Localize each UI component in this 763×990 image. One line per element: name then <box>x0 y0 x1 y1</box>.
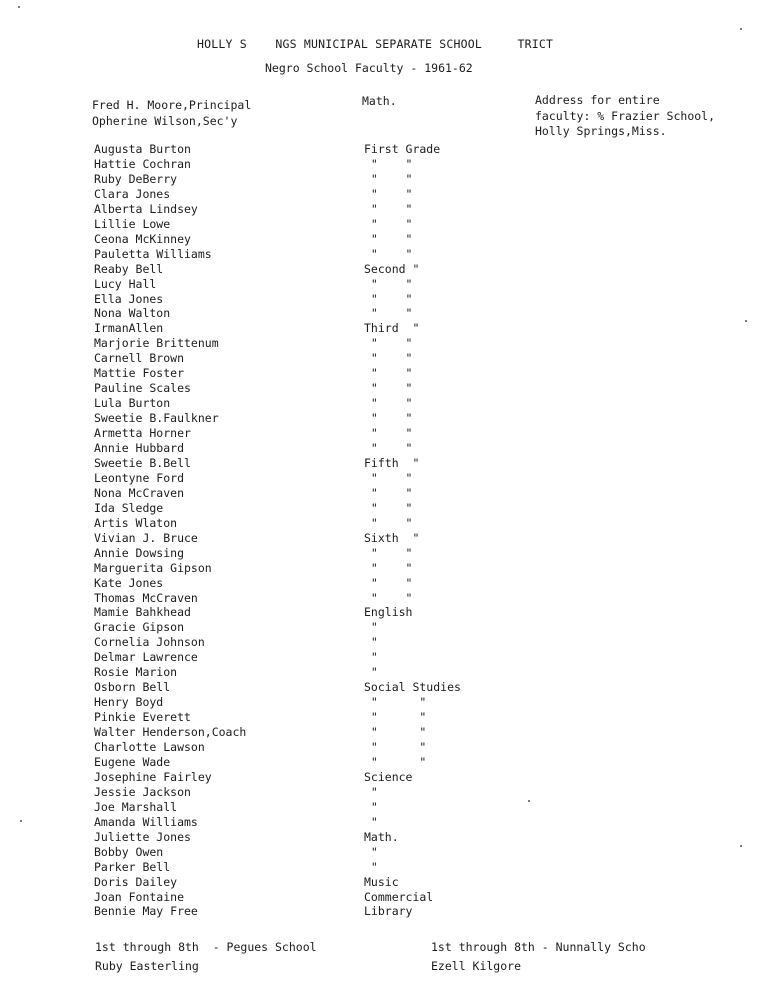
faculty-assignment: " " <box>364 186 413 201</box>
faculty-row <box>0 172 763 187</box>
faculty-name: Joan Fontaine <box>94 889 185 904</box>
faculty-name: Reaby Bell <box>94 261 164 276</box>
faculty-row <box>0 157 763 172</box>
faculty-assignment: " " <box>364 381 413 396</box>
faculty-row <box>0 785 763 800</box>
faculty-assignment: " " <box>364 500 413 515</box>
faculty-assignment: " " <box>364 201 413 216</box>
faculty-assignment: " " <box>364 291 413 306</box>
faculty-name: Hattie Cochran <box>94 156 191 171</box>
faculty-assignment: " " <box>364 306 413 321</box>
faculty-row <box>0 232 763 247</box>
administration-block <box>92 97 251 129</box>
faculty-row <box>0 755 763 770</box>
faculty-assignment: " " <box>364 575 413 590</box>
faculty-assignment: " <box>364 665 378 680</box>
faculty-row <box>0 890 763 905</box>
faculty-row <box>0 830 763 845</box>
faculty-row <box>0 770 763 785</box>
faculty-row <box>0 800 763 815</box>
faculty-row <box>0 710 763 725</box>
faculty-row <box>0 292 763 307</box>
faculty-row <box>0 576 763 591</box>
faculty-row <box>0 262 763 277</box>
faculty-row <box>0 366 763 381</box>
faculty-assignment: Science <box>364 769 413 784</box>
faculty-row <box>0 740 763 755</box>
faculty-assignment: Library <box>364 904 413 919</box>
faculty-name: Mattie Foster <box>94 366 185 381</box>
faculty-assignment: " " <box>364 276 413 291</box>
faculty-name: Ida Sledge <box>94 500 164 515</box>
faculty-name: Lillie Lowe <box>94 216 171 231</box>
faculty-row <box>0 351 763 366</box>
faculty-row <box>0 860 763 875</box>
faculty-row <box>0 650 763 665</box>
faculty-name: Sweetie B.Faulkner <box>94 411 219 426</box>
faculty-name: Lula Burton <box>94 396 171 411</box>
faculty-assignment: " <box>364 635 378 650</box>
footer-nunnally-school: 1st through 8th - Nunnally Scho <box>431 940 646 954</box>
faculty-name: Joe Marshall <box>94 799 178 814</box>
footer-pegues <box>95 938 317 976</box>
faculty-row <box>0 187 763 202</box>
faculty-row <box>0 306 763 321</box>
faculty-assignment: Math. <box>364 829 399 844</box>
faculty-name: IrmanAllen <box>94 321 164 336</box>
secretary-line: Opherine Wilson,Sec'y <box>92 114 238 128</box>
faculty-assignment: " " <box>364 710 427 725</box>
faculty-row <box>0 591 763 606</box>
faculty-name: Artis Wlaton <box>94 515 178 530</box>
faculty-assignment: " " <box>364 560 413 575</box>
faculty-name: Charlotte Lawson <box>94 740 205 754</box>
faculty-assignment: " " <box>364 366 413 381</box>
faculty-name: Vivian J. Bruce <box>94 530 198 545</box>
faculty-row <box>0 321 763 336</box>
faculty-assignment: " " <box>364 545 413 560</box>
principal-line: Fred H. Moore,Principal <box>92 98 252 112</box>
faculty-assignment: First Grade <box>364 142 441 156</box>
address-line-2: faculty: % Frazier School, <box>535 108 716 123</box>
faculty-name: Juliette Jones <box>94 829 191 844</box>
address-line-3: Holly Springs,Miss. <box>535 124 667 138</box>
address-line-1: Address for entire <box>535 93 660 107</box>
faculty-row <box>0 277 763 292</box>
faculty-assignment: " " <box>364 725 427 739</box>
faculty-row <box>0 815 763 830</box>
faculty-row <box>0 635 763 650</box>
faculty-assignment: " <box>364 620 378 635</box>
faculty-row <box>0 217 763 232</box>
faculty-name: Amanda Williams <box>94 814 198 829</box>
faculty-row <box>0 546 763 561</box>
faculty-row <box>0 471 763 486</box>
faculty-name: Osborn Bell <box>94 680 171 695</box>
faculty-name: Kate Jones <box>94 575 164 590</box>
faculty-assignment: " " <box>364 470 413 485</box>
faculty-assignment: Social Studies <box>364 680 461 695</box>
scan-speck <box>745 320 747 322</box>
scan-speck <box>528 800 530 802</box>
faculty-assignment: " " <box>364 695 427 710</box>
document-subtitle: Negro School Faculty - 1961-62 <box>265 61 473 75</box>
faculty-row <box>0 561 763 576</box>
faculty-assignment: " " <box>364 515 413 530</box>
faculty-row <box>0 381 763 396</box>
faculty-name: Pauletta Williams <box>94 246 212 261</box>
faculty-name: Bennie May Free <box>94 904 198 919</box>
faculty-assignment: " " <box>364 426 413 441</box>
faculty-name: Leontyne Ford <box>94 470 185 485</box>
faculty-assignment: " " <box>364 156 413 171</box>
scan-speck <box>20 820 22 822</box>
faculty-name: Parker Bell <box>94 859 171 874</box>
principal-subject: Math. <box>362 94 397 108</box>
faculty-assignment: " " <box>364 231 413 246</box>
faculty-assignment: " " <box>364 411 413 426</box>
faculty-assignment: " " <box>364 336 413 351</box>
faculty-name: Annie Hubbard <box>94 441 185 455</box>
faculty-name: Mamie Bahkhead <box>94 605 191 620</box>
faculty-name: Jessie Jackson <box>94 784 191 799</box>
faculty-assignment: " " <box>364 590 413 605</box>
faculty-assignment: " " <box>364 396 413 411</box>
faculty-assignment: " <box>364 814 378 829</box>
faculty-name: Pauline Scales <box>94 381 191 396</box>
faculty-name: Henry Boyd <box>94 695 164 710</box>
faculty-row <box>0 142 763 157</box>
faculty-row <box>0 904 763 919</box>
footer-pegues-teacher: Ruby Easterling <box>95 959 199 973</box>
faculty-assignment: Commercial <box>364 889 434 904</box>
faculty-name: Delmar Lawrence <box>94 650 198 665</box>
footer-nunnally-teacher: Ezell Kilgore <box>431 959 522 973</box>
faculty-row <box>0 411 763 426</box>
faculty-assignment: English <box>364 605 413 620</box>
faculty-name: Nona McCraven <box>94 485 185 500</box>
faculty-name: Cornelia Johnson <box>94 635 205 650</box>
faculty-assignment: " " <box>364 754 427 769</box>
faculty-row <box>0 396 763 411</box>
faculty-row <box>0 247 763 262</box>
faculty-assignment: " " <box>364 441 413 455</box>
faculty-assignment: Sixth " <box>364 530 420 545</box>
address-block <box>535 93 715 140</box>
faculty-assignment: " " <box>364 216 413 231</box>
faculty-assignment: Fifth " <box>364 455 420 470</box>
faculty-row <box>0 695 763 710</box>
faculty-assignment: " " <box>364 171 413 186</box>
document-title: HOLLY S NGS MUNICIPAL SEPARATE SCHOOL TRICT <box>197 37 554 51</box>
faculty-name: Doris Dailey <box>94 874 178 889</box>
faculty-row <box>0 875 763 890</box>
faculty-name: Rosie Marion <box>94 665 178 680</box>
faculty-name: Gracie Gipson <box>94 620 185 635</box>
faculty-row <box>0 725 763 740</box>
faculty-row <box>0 665 763 680</box>
faculty-row <box>0 456 763 471</box>
faculty-assignment: " " <box>364 351 413 366</box>
faculty-assignment: " " <box>364 740 427 754</box>
faculty-assignment: Music <box>364 874 399 889</box>
faculty-assignment: " " <box>364 246 413 261</box>
scan-speck <box>740 28 742 30</box>
faculty-row <box>0 605 763 620</box>
faculty-row <box>0 516 763 531</box>
scan-speck <box>18 6 20 8</box>
faculty-row <box>0 620 763 635</box>
faculty-row <box>0 426 763 441</box>
faculty-name: Clara Jones <box>94 186 171 201</box>
faculty-row <box>0 501 763 516</box>
faculty-name: Bobby Owen <box>94 844 164 859</box>
faculty-assignment: Second " <box>364 261 420 276</box>
footer-nunnally <box>431 938 646 976</box>
faculty-name: Eugene Wade <box>94 754 171 769</box>
faculty-name: Augusta Burton <box>94 142 191 156</box>
faculty-name: Alberta Lindsey <box>94 201 198 216</box>
faculty-name: Nona Walton <box>94 306 171 321</box>
faculty-name: Carnell Brown <box>94 351 185 366</box>
faculty-name: Ella Jones <box>94 291 164 306</box>
faculty-name: Sweetie B.Bell <box>94 455 191 470</box>
footer-pegues-school: 1st through 8th - Pegues School <box>95 940 317 954</box>
faculty-name: Marguerita Gipson <box>94 560 212 575</box>
faculty-assignment: " <box>364 859 378 874</box>
faculty-name: Pinkie Everett <box>94 710 191 725</box>
faculty-row <box>0 531 763 546</box>
scan-speck <box>740 845 742 847</box>
faculty-assignment: Third " <box>364 321 420 336</box>
faculty-name: Walter Henderson,Coach <box>94 725 247 739</box>
faculty-assignment: " <box>364 650 378 665</box>
faculty-row <box>0 486 763 501</box>
faculty-row <box>0 336 763 351</box>
faculty-assignment: " <box>364 799 378 814</box>
faculty-row <box>0 680 763 695</box>
faculty-name: Ruby DeBerry <box>94 171 178 186</box>
faculty-row <box>0 845 763 860</box>
faculty-name: Annie Dowsing <box>94 545 185 560</box>
faculty-name: Thomas McCraven <box>94 590 198 605</box>
faculty-name: Josephine Fairley <box>94 769 212 784</box>
faculty-name: Ceona McKinney <box>94 231 191 246</box>
faculty-row <box>0 441 763 456</box>
faculty-name: Marjorie Brittenum <box>94 336 219 351</box>
faculty-name: Lucy Hall <box>94 276 157 291</box>
faculty-assignment: " <box>364 844 378 859</box>
faculty-assignment: " " <box>364 485 413 500</box>
faculty-name: Armetta Horner <box>94 426 191 441</box>
faculty-assignment: " <box>364 784 378 799</box>
faculty-row <box>0 202 763 217</box>
